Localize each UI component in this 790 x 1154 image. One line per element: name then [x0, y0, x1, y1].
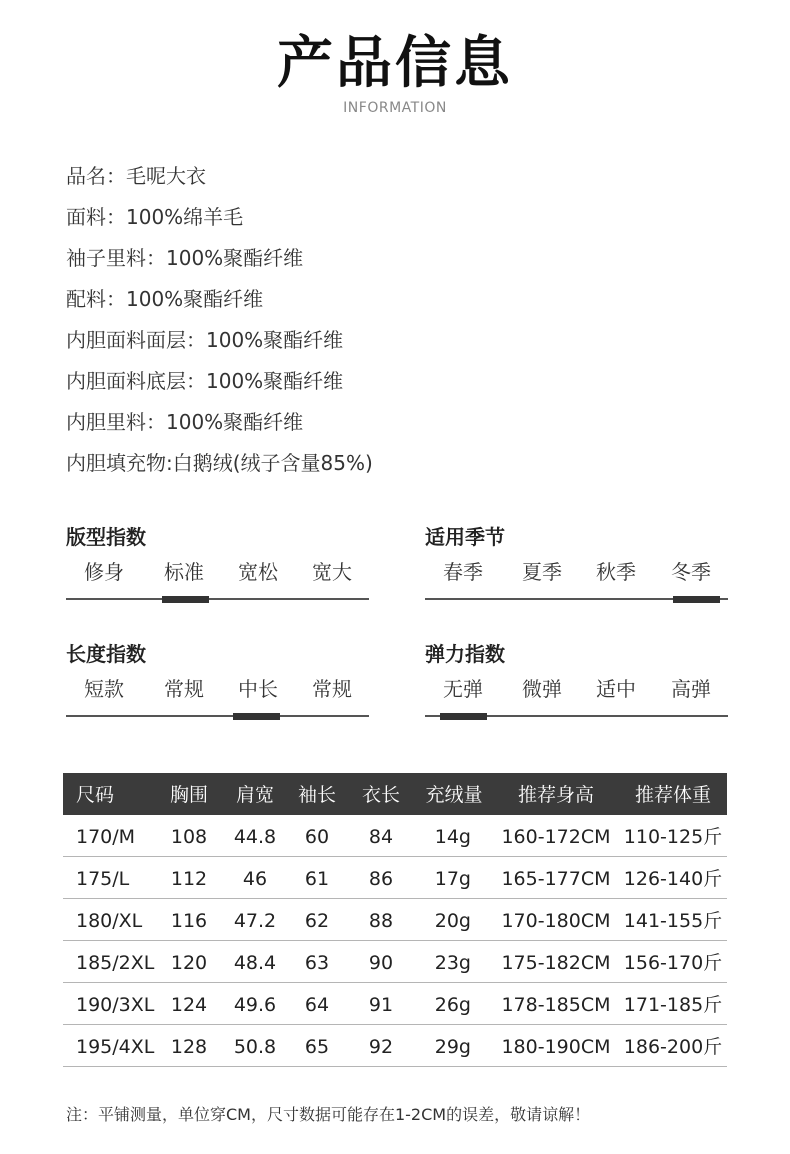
- page-title: 产品信息: [277, 31, 513, 96]
- cell-chest: 112: [170, 868, 208, 890]
- table-row: [63, 815, 727, 857]
- cell-sleeve: 60: [304, 826, 330, 848]
- cell-length: 91: [368, 994, 394, 1016]
- header-size: 尺码: [76, 784, 115, 806]
- cell-weight: 171-185斤: [623, 994, 723, 1016]
- season-index: [425, 522, 728, 592]
- fit-index-line: [66, 598, 369, 600]
- cell-height: 178-185CM: [501, 994, 611, 1016]
- length-index-title: 长度指数: [66, 642, 146, 666]
- length-index: [66, 639, 369, 709]
- cell-fill: 26g: [434, 994, 471, 1016]
- product-info-list: [66, 158, 373, 486]
- cell-weight: 110-125斤: [623, 826, 723, 848]
- length-index-scale: [66, 673, 369, 709]
- header-fill: 充绒量: [425, 784, 483, 806]
- cell-length: 88: [368, 910, 394, 932]
- length-index-line: [66, 715, 369, 717]
- cell-weight: 156-170斤: [623, 952, 723, 974]
- cell-fill: 23g: [434, 952, 471, 974]
- cell-weight: 186-200斤: [623, 1036, 723, 1058]
- cell-sleeve: 63: [304, 952, 330, 974]
- page-subtitle: INFORMATION: [343, 100, 447, 116]
- fit-index-title: 版型指数: [66, 525, 146, 549]
- header-shoulder: 肩宽: [235, 784, 274, 806]
- cell-shoulder: 47.2: [233, 910, 277, 932]
- elasticity-option-none: 无弹: [443, 677, 483, 701]
- header-weight: 推荐体重: [634, 784, 711, 806]
- info-row-inner-lining: 内胆里料：100%聚酯纤维: [66, 410, 304, 434]
- cell-size: 170/M: [76, 826, 136, 848]
- season-option-spring: 春季: [443, 560, 483, 584]
- cell-sleeve: 61: [304, 868, 330, 890]
- info-row-fabric: 面料：100%绵羊毛: [66, 205, 244, 229]
- cell-weight: 126-140斤: [623, 868, 723, 890]
- cell-fill: 14g: [434, 826, 471, 848]
- cell-length: 92: [368, 1036, 394, 1058]
- elasticity-option-slight: 微弹: [522, 677, 562, 701]
- cell-chest: 128: [170, 1036, 208, 1058]
- season-index-scale: [425, 556, 728, 592]
- fit-option-oversized: 宽大: [312, 560, 352, 584]
- elasticity-option-moderate: 适中: [596, 677, 636, 701]
- length-option-short: 短款: [84, 677, 124, 701]
- season-option-summer: 夏季: [522, 560, 562, 584]
- cell-height: 175-182CM: [501, 952, 611, 974]
- elasticity-option-high: 高弹: [671, 677, 711, 701]
- season-index-title: 适用季节: [425, 525, 505, 549]
- cell-size: 185/2XL: [76, 952, 155, 974]
- fit-option-loose: 宽松: [238, 560, 278, 584]
- cell-shoulder: 46: [242, 868, 268, 890]
- cell-chest: 108: [170, 826, 208, 848]
- header-chest: 胸围: [169, 784, 208, 806]
- cell-sleeve: 62: [304, 910, 330, 932]
- season-option-winter: 冬季: [671, 560, 711, 584]
- info-row-inner-base: 内胆面料底层：100%聚酯纤维: [66, 369, 344, 393]
- length-option-regular: 常规: [164, 677, 204, 701]
- table-row: [63, 983, 727, 1025]
- cell-sleeve: 65: [304, 1036, 330, 1058]
- cell-length: 84: [368, 826, 394, 848]
- fit-index: [66, 522, 369, 592]
- cell-shoulder: 44.8: [233, 826, 277, 848]
- table-row: [63, 857, 727, 899]
- cell-length: 90: [368, 952, 394, 974]
- cell-size: 195/4XL: [76, 1036, 155, 1058]
- cell-chest: 124: [170, 994, 208, 1016]
- header-length: 衣长: [361, 784, 400, 806]
- header-height: 推荐身高: [517, 784, 594, 806]
- measurement-note: 注：平铺测量，单位穿CM，尺寸数据可能存在1-2CM的误差，敬请谅解！: [66, 1105, 591, 1124]
- size-table: [63, 773, 727, 1067]
- fit-option-slim: 修身: [84, 560, 124, 584]
- cell-shoulder: 49.6: [233, 994, 277, 1016]
- cell-chest: 120: [170, 952, 208, 974]
- elasticity-index-title: 弹力指数: [425, 642, 505, 666]
- header-sleeve: 袖长: [297, 784, 336, 806]
- cell-weight: 141-155斤: [623, 910, 723, 932]
- cell-chest: 116: [170, 910, 208, 932]
- season-selected-marker: [673, 596, 720, 603]
- elasticity-index: [425, 639, 728, 709]
- fit-selected-marker: [162, 596, 209, 603]
- cell-height: 170-180CM: [501, 910, 611, 932]
- info-row-filling: 内胆填充物:白鹅绒(绒子含量85%): [66, 451, 373, 475]
- season-option-autumn: 秋季: [596, 560, 636, 584]
- cell-size: 180/XL: [76, 910, 143, 932]
- elasticity-selected-marker: [440, 713, 487, 720]
- table-row: [63, 941, 727, 983]
- length-option-medium-long: 中长: [238, 677, 278, 701]
- table-row: [63, 1025, 727, 1067]
- table-header-row: [63, 773, 727, 815]
- cell-height: 180-190CM: [501, 1036, 611, 1058]
- cell-sleeve: 64: [304, 994, 330, 1016]
- cell-fill: 17g: [434, 868, 471, 890]
- cell-shoulder: 48.4: [233, 952, 277, 974]
- info-row-inner-face: 内胆面料面层：100%聚酯纤维: [66, 328, 344, 352]
- cell-height: 160-172CM: [501, 826, 611, 848]
- info-row-sleeve-lining: 袖子里料：100%聚酯纤维: [66, 246, 304, 270]
- elasticity-index-scale: [425, 673, 728, 709]
- cell-fill: 29g: [434, 1036, 471, 1058]
- header: [0, 28, 790, 116]
- cell-size: 190/3XL: [76, 994, 155, 1016]
- cell-height: 165-177CM: [501, 868, 611, 890]
- info-row-trim: 配料：100%聚酯纤维: [66, 287, 264, 311]
- length-selected-marker: [233, 713, 280, 720]
- cell-shoulder: 50.8: [233, 1036, 277, 1058]
- table-row: [63, 899, 727, 941]
- fit-option-standard: 标准: [164, 560, 204, 584]
- cell-length: 86: [368, 868, 394, 890]
- length-option-regular-2: 常规: [312, 677, 352, 701]
- info-row-name: 品名：毛呢大衣: [66, 164, 206, 188]
- cell-size: 175/L: [76, 868, 130, 890]
- fit-index-scale: [66, 556, 369, 592]
- cell-fill: 20g: [434, 910, 471, 932]
